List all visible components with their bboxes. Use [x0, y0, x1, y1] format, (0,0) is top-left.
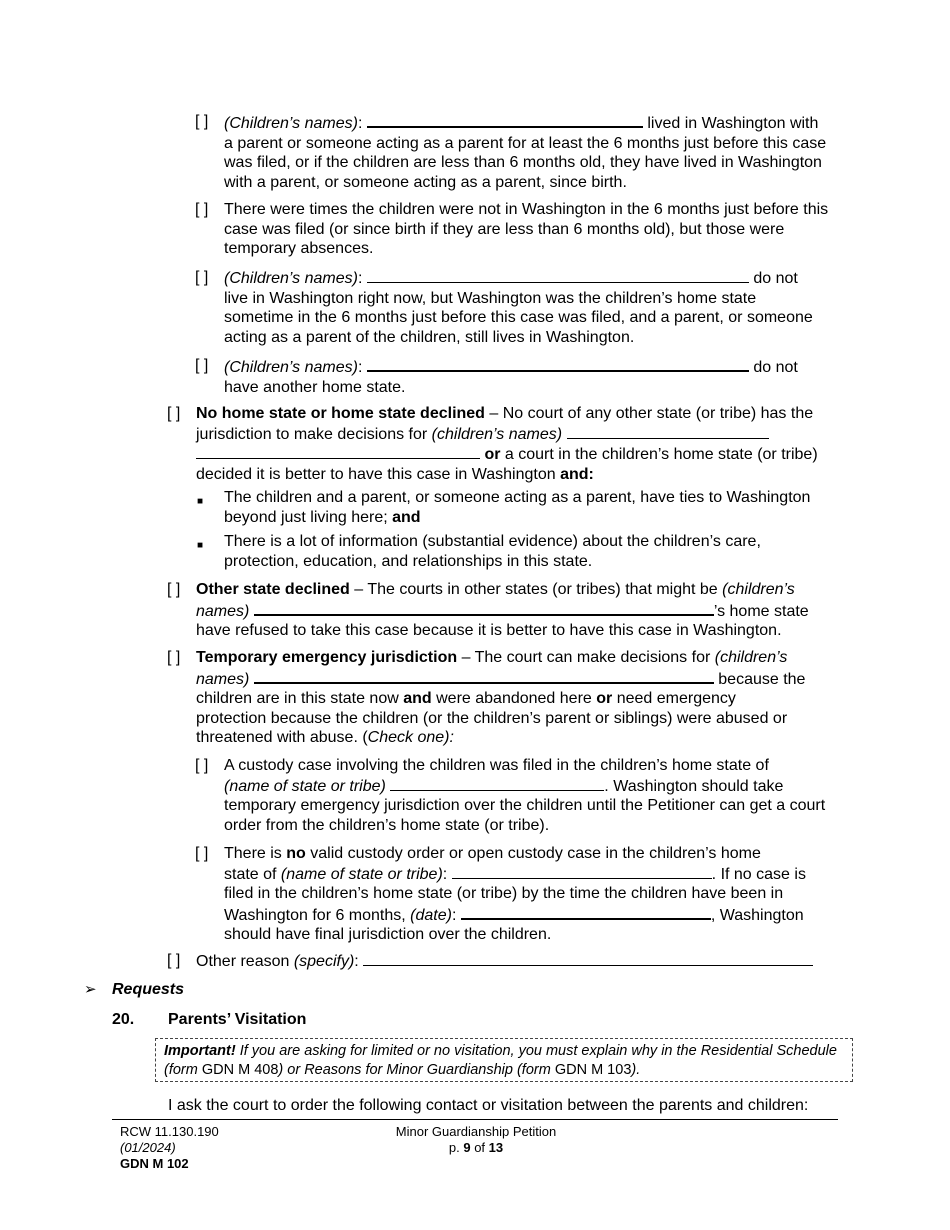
text: p. — [448, 1140, 464, 1155]
children-names-label: (children’s names) — [196, 581, 795, 620]
no-bold: no — [286, 845, 306, 862]
bullet-ties — [224, 488, 814, 527]
temp-emergency-heading: Temporary emergency jurisdiction — [196, 649, 458, 666]
checkbox-not-live-now[interactable]: [ ] — [195, 269, 209, 286]
text: of — [470, 1140, 489, 1155]
text: temporary emergency jurisdiction over the children until the Petitioner can get a court order from the children’s home state (or tribe). — [224, 797, 826, 834]
children-names-field-cont[interactable] — [196, 444, 480, 459]
children-names-label: (Children’s names) — [224, 115, 358, 132]
children-names-label: (children’s names) — [196, 649, 788, 688]
date-label: (date) — [410, 906, 452, 924]
section-title: Parents’ Visitation — [168, 1011, 307, 1028]
no-custody-order-item: There is no valid custody order or open custody case in the children’s home state of (name of state or tribe): . If no case is filed in the children’s home state (or tribe) by the time the children have been in Washington for 6 months, (date): , Washington should have final jurisdiction over the children. — [224, 845, 806, 944]
colon: : — [357, 270, 363, 287]
text: A custody case involving the children was filed in the children’s home state of — [224, 757, 769, 774]
text: children are in this state now — [196, 690, 404, 708]
check-one-label: Check one): — [367, 729, 454, 747]
text: , Washington — [710, 906, 804, 924]
text: ). — [631, 1062, 641, 1078]
form-code: GDN M 103 — [554, 1062, 632, 1078]
lived-wa-after: lived in Washington with — [647, 115, 819, 132]
footer-form-code: GDN M 102 — [120, 1156, 189, 1171]
state-tribe-label: (name of state or tribe) — [224, 777, 386, 795]
checkbox-other-reason[interactable]: [ ] — [167, 952, 181, 969]
custody-case-filed-item — [224, 756, 829, 835]
colon: : — [357, 359, 363, 376]
form-code: GDN M 408 — [201, 1062, 279, 1078]
text: state of — [224, 865, 281, 883]
checkbox-lived-wa[interactable]: [ ] — [195, 113, 209, 130]
text: The children and a parent, or someone acting as a parent, have ties to Washington beyond just living here; — [224, 489, 811, 526]
children-names-label: (children’s names) — [431, 425, 563, 443]
text: valid custody order or open custody case in the children’s home — [305, 845, 761, 862]
text: because the — [718, 670, 806, 688]
state-tribe-field[interactable] — [452, 864, 712, 879]
or-bold: or — [484, 446, 501, 464]
text: ) or Reasons for Minor Guardianship (form — [278, 1062, 555, 1078]
colon: : — [357, 115, 363, 132]
children-names-label: (Children’s names) — [224, 359, 358, 376]
text: ’s home state — [713, 602, 809, 620]
no-home-declined-paragraph — [196, 404, 836, 484]
or-bold: or — [596, 690, 613, 708]
checkbox-temp-absences[interactable]: [ ] — [195, 201, 209, 218]
visitation-request-text: I ask the court to order the following contact or visitation between the parents and children: — [168, 1097, 809, 1114]
other-state-declined-paragraph — [196, 580, 836, 641]
not-live-now-rest: live in Washington right now, but Washington was the children’s home state sometime in the 6 months just before this case was filed, and a parent, or someone acting as a parent of the children, still lives in Washington. — [224, 289, 813, 346]
footer-center — [366, 1124, 586, 1156]
date-field[interactable] — [461, 904, 711, 920]
checkbox-no-home-declined[interactable]: [ ] — [167, 405, 181, 422]
children-names-field[interactable] — [254, 600, 714, 616]
page-total: 13 — [488, 1140, 504, 1155]
text: – The courts in other states (or tribes) that might be — [349, 581, 723, 598]
bullet-square-icon: ■ — [197, 496, 204, 507]
text: Other reason — [196, 953, 294, 970]
bullet-square-icon: ■ — [197, 540, 204, 551]
text: – No court of any other state (or tribe) has the jurisdiction to make decisions for — [196, 405, 814, 443]
requests-heading: Requests — [112, 981, 185, 998]
footer-rcw: RCW 11.130.190 — [120, 1124, 219, 1139]
children-names-field[interactable] — [567, 424, 769, 439]
footer-page — [366, 1140, 586, 1156]
footer-left — [120, 1124, 219, 1172]
checkbox-temp-emergency[interactable]: [ ] — [167, 649, 181, 666]
footer-divider — [112, 1119, 838, 1120]
text: – The court can make decisions for — [457, 649, 715, 666]
checkbox-no-other-home-state[interactable]: [ ] — [195, 357, 209, 374]
item-temp-absences: There were times the children were not in Washington in the 6 months just before this case was filed (or since birth if they are less than 6 months old), but those were temporary absences. — [224, 201, 829, 258]
important-label: Important! — [164, 1043, 236, 1059]
important-note — [155, 1038, 853, 1082]
no-home-state-rest: have another home state. — [224, 378, 406, 396]
and-bold: and: — [560, 465, 594, 483]
no-home-state-after: do not — [753, 359, 798, 376]
text: . Washington should take — [604, 777, 784, 795]
bullet-evidence: There is a lot of information (substantial evidence) about the children’s care, protection, education, and relationships in this state. — [224, 533, 761, 570]
other-reason-field[interactable] — [363, 951, 813, 966]
text: There is — [224, 845, 287, 862]
no-home-declined-heading: No home state or home state declined — [196, 405, 485, 422]
lived-wa-rest: a parent or someone acting as a parent for at least the 6 months just before this case was filed, or if the children are less than 6 months old, they have lived in Washington with a parent, or someone acting as a parent, since birth. — [224, 134, 827, 191]
text: a court in the children’s home state (or tribe) decided it is better to have this case in Washington — [196, 446, 818, 483]
item-no-other-home-state — [224, 356, 829, 397]
checkbox-custody-case-filed[interactable]: [ ] — [195, 757, 209, 774]
footer-date: (01/2024) — [120, 1140, 176, 1155]
children-names-field[interactable] — [367, 112, 643, 128]
section-number: 20. — [112, 1011, 135, 1028]
text: should have final jurisdiction over the children. — [224, 926, 552, 944]
checkbox-no-custody-order[interactable]: [ ] — [195, 845, 209, 862]
other-state-declined-heading: Other state declined — [196, 581, 350, 598]
other-reason-item — [196, 951, 836, 972]
children-names-label: (Children’s names) — [224, 270, 358, 287]
children-names-field[interactable] — [367, 356, 749, 372]
text: were abandoned here — [431, 690, 597, 708]
colon: : — [442, 865, 448, 883]
children-names-field[interactable] — [367, 268, 749, 283]
and-bold: and — [403, 690, 432, 708]
arrow-bullet-icon: ➢ — [84, 981, 97, 998]
item-not-live-now — [224, 268, 829, 347]
temp-emergency-paragraph — [196, 648, 836, 748]
text: Washington for 6 months, — [224, 906, 411, 924]
state-tribe-field[interactable] — [390, 776, 604, 791]
not-live-now-after: do not — [753, 270, 798, 287]
children-names-field[interactable] — [254, 668, 714, 684]
checkbox-other-state-declined[interactable]: [ ] — [167, 581, 181, 598]
specify-label: (specify) — [293, 953, 355, 970]
text: need emergency — [612, 690, 736, 708]
text: have refused to take this case because it is better to have this case in Washington. — [196, 622, 782, 640]
text: If you are asking for limited or no visitation, you must explain why in the Residential Schedule (form — [164, 1043, 837, 1078]
text: . If no case is — [711, 865, 806, 883]
state-tribe-label: (name of state or tribe) — [280, 865, 443, 883]
page-number: 9 — [463, 1140, 471, 1155]
text: filed in the children’s home state (or tribe) by the time the children have been in — [224, 885, 784, 903]
text: protection because the children (or the children’s parent or siblings) were abused or — [196, 709, 788, 727]
and-bold: and — [392, 508, 421, 526]
item-lived-wa — [224, 112, 844, 192]
colon: : — [354, 953, 359, 970]
text: threatened with abuse. ( — [196, 729, 368, 747]
footer-title: Minor Guardianship Petition — [395, 1124, 557, 1139]
